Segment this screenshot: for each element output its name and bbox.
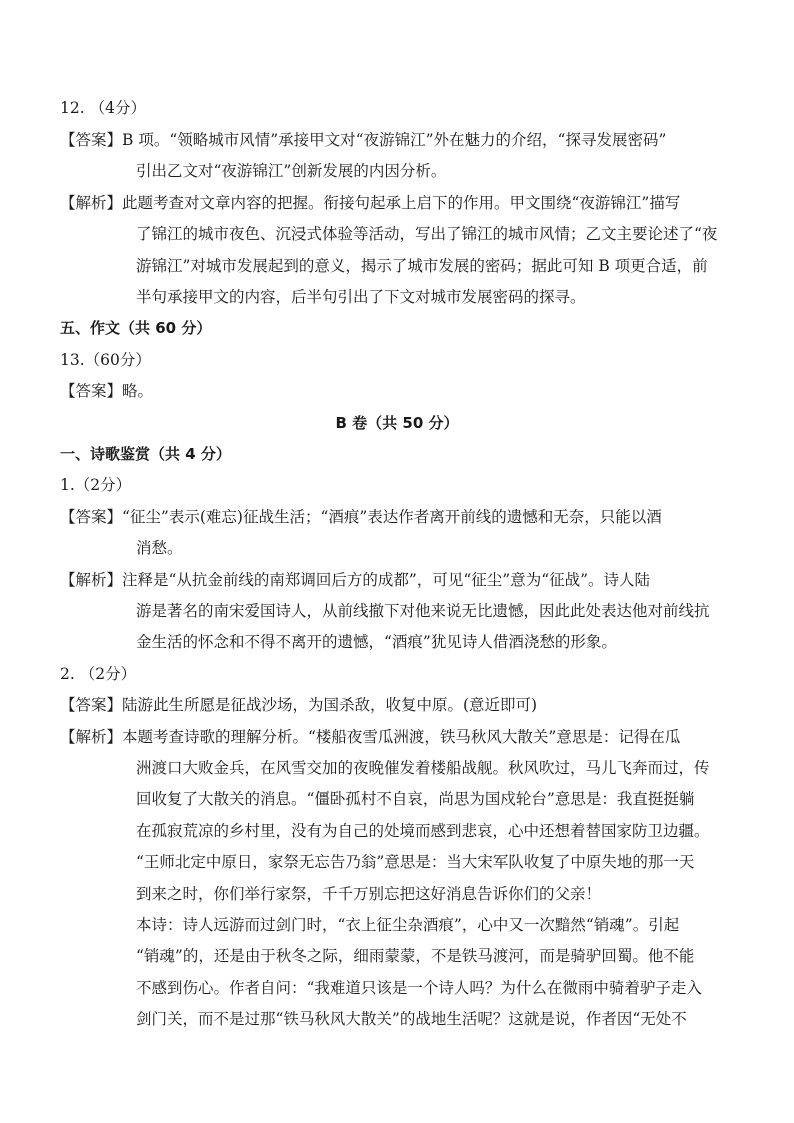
q13-answer: 【答案】略。 [60,382,154,400]
q2-analysis-cont: “销魂”的，还是由于秋冬之际，细雨蒙蒙，不是铁马渡河，而是骑驴回蜀。他不能 [136,947,695,965]
q2-analysis-cont: 回收复了大散关的消息。“僵卧孤村不自哀，尚思为国戍轮台”意思是：我直挺挺躺 [136,790,695,808]
q2-analysis-cont: 本诗：诗人远游而过剑门时，“衣上征尘杂酒痕”，心中又一次黯然“销魂”。引起 [136,916,680,934]
q1-analysis: 【解析】注释是“从抗金前线的南郑调回后方的成都”，可见“征尘”意为“征战”。诗人陆 [60,571,651,589]
q12-analysis-cont: 半句承接甲文的内容，后半句引出了下文对城市发展密码的探寻。 [136,288,586,306]
q1-answer: 【答案】“征尘”表示(难忘)征战生活；“酒痕”表达作者离开前线的遗憾和无奈，只能以酒 [60,508,662,526]
q13-heading: 13.（60分） [60,351,151,369]
q12-analysis-cont: 了锦江的城市夜色、沉浸式体验等活动，写出了锦江的城市风情；乙文主要论述了“夜 [136,225,718,243]
q1-analysis-cont: 游是著名的南宋爱国诗人，从前线撤下对他来说无比遗憾，因此此处表达他对前线抗 [136,602,710,620]
q12-analysis: 【解析】此题考查对文章内容的把握。衔接句起承上启下的作用。甲文围绕“夜游锦江”描写 [60,194,681,212]
q1-analysis-cont: 金生活的怀念和不得不离开的遗憾，“酒痕”犹见诗人借酒浇愁的形象。 [136,633,617,651]
q2-analysis: 【解析】本题考查诗歌的理解分析。“楼船夜雪瓜洲渡，铁马秋风大散关”意思是：记得在瓜 [60,728,681,746]
q2-analysis-cont: “王师北定中原日，家祭无忘告乃翁”意思是：当大宋军队收复了中原失地的那一天 [136,853,695,871]
q2-analysis-cont: 不感到伤心。作者自问：“我难道只该是一个诗人吗？为什么在微雨中骑着驴子走入 [136,979,702,997]
section-composition-heading: 五、作文（共 60 分） [60,319,212,337]
volume-b-title: B 卷（共 50 分） [335,414,459,432]
q2-heading: 2. （2分） [60,665,137,683]
q2-analysis-cont: 剑门关，而不是过那“铁马秋风大散关”的战地生活呢？这就是说，作者因“无处不 [136,1010,687,1028]
q12-heading: 12. （4分） [60,99,146,117]
q1-answer-cont: 消愁。 [136,539,183,557]
q1-heading: 1.（2分） [60,476,132,494]
q12-answer: 【答案】B 项。“领略城市风情”承接甲文对“夜游锦江”外在魅力的介绍，“探寻发展密码” [60,131,667,149]
q12-analysis-cont: 游锦江”对城市发展起到的意义，揭示了城市发展的密码；据此可知 B 项更合适，前 [136,257,708,275]
q2-analysis-cont: 到来之时，你们举行家祭，千千万别忘把这好消息告诉你们的父亲！ [136,885,602,903]
q2-analysis-cont: 洲渡口大败金兵，在风雪交加的夜晚催发着楼船战舰。秋风吹过，马儿飞奔而过，传 [136,759,710,777]
section-poetry-heading: 一、诗歌鉴赏（共 4 分） [60,445,231,463]
q2-analysis-cont: 在孤寂荒凉的乡村里，没有为自己的处境而感到悲哀，心中还想着替国家防卫边疆。 [136,822,710,840]
q2-answer: 【答案】陆游此生所愿是征战沙场，为国杀敌，收复中原。(意近即可) [60,696,538,714]
q12-answer-cont: 引出乙文对“夜游锦江”创新发展的内因分析。 [136,162,447,180]
